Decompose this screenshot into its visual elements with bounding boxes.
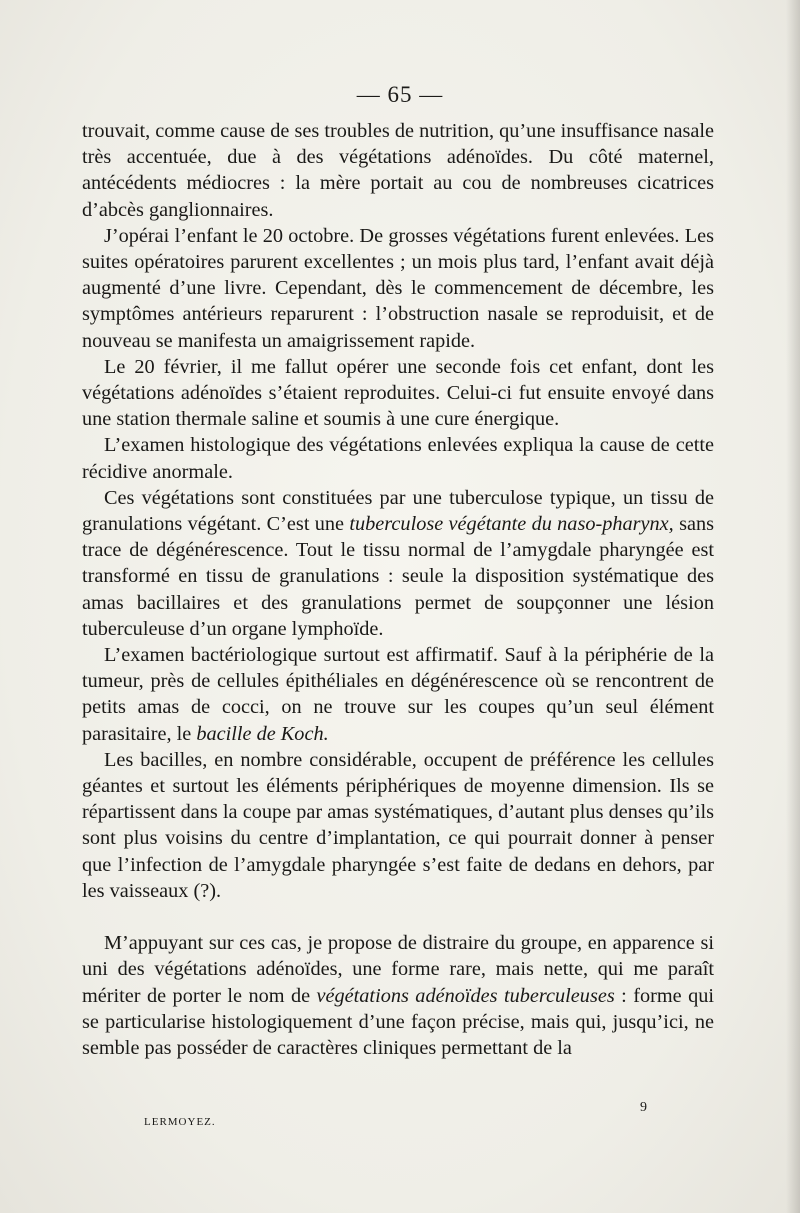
paragraph-3 — [82, 354, 714, 433]
paragraph-8-emphasis: végétations adénoïdes tuberculeuses — [316, 984, 615, 1007]
paragraph-2 — [82, 223, 714, 354]
paragraph-2-text: J’opérai l’enfant le 20 octobre. De grosses végétations furent enlevées. Les suites opératoires parurent excellentes ; un mois plus tard, l’enfant avait déjà augmenté d’une livre. Cependant, dès le commencement de décembre, les symptômes antérieurs reparurent : l’obstruction nasale se reproduisit, et de nouveau se manifesta un amaigrissement rapide. — [82, 224, 714, 352]
paragraph-8-text-start: M’appuyant sur ces cas, je propose de distraire du groupe, en apparence si uni des végétations adénoïdes, une forme rare, mais nette, qui me paraît mériter de porter le nom de — [82, 932, 714, 1007]
paragraph-8-text-end: : forme qui se particularise histologiquement d’une façon précise, mais qui, jusqu’ici, ne semble pas posséder de caractères cliniques permettant de la — [82, 984, 714, 1059]
paragraph-6 — [82, 642, 714, 747]
page-number: — 65 — — [356, 82, 444, 107]
paragraph-6-text-start: L’examen bactériologique surtout est affirmatif. Sauf à la périphérie de la tumeur, près de cellules épithéliales en dégénérescence où se rencontrent de petits amas de cocci, on ne trouve sur les coupes qu’un seul élément parasitaire, le — [82, 644, 714, 745]
paragraph-1-text: trouvait, comme cause de ses troubles de nutrition, qu’une insuffisance nasale très accentuée, due à des végétations adénoïdes. Du côté maternel, antécédents médiocres : la mère portait au cou de nombreuses cicatrices d’abcès ganglionnaires. — [82, 120, 714, 221]
paragraph-5 — [82, 485, 714, 642]
paragraph-8 — [82, 930, 714, 1061]
paragraph-4 — [82, 432, 714, 484]
paragraph-6-emphasis: bacille de Koch. — [196, 722, 329, 745]
paragraph-7-text: Les bacilles, en nombre considérable, occupent de préférence les cellules géantes et surtout les éléments périphériques de moyenne dimension. Ils se répartissent dans la coupe par amas systématiques, d’autant plus denses qu’ils sont plus voisins du centre d’implantation, ce qui pourrait donner à penser que l’infection de l’amygdale pharyngée s’est faite de dedans en dehors, par les vaisseaux (?). — [82, 748, 714, 902]
footer-signature: LERMOYEZ. — [144, 1116, 216, 1128]
page-edge-shadow — [786, 0, 800, 1213]
paragraph-5-text-start: Ces végétations sont constituées par une tuberculose typique, un tissu de granulations végétant. C’est une — [82, 486, 714, 536]
paragraph-7 — [82, 747, 714, 904]
footer-sheet-number: 9 — [640, 1100, 647, 1115]
paragraph-5-emphasis: tuberculose végétante du naso-pharynx, — [349, 513, 674, 536]
body-text — [82, 118, 714, 1061]
paragraph-3-text: Le 20 février, il me fallut opérer une seconde fois cet enfant, dont les végétations adénoïdes s’étaient reproduites. Celui-ci fut ensuite envoyé dans une station thermale saline et soumis à une cure énergique. — [82, 355, 714, 431]
paragraph-4-text: L’examen histologique des végétations enlevées expliqua la cause de cette récidive anormale. — [82, 434, 714, 483]
paragraph-1 — [82, 118, 714, 223]
paragraph-5-text-end: sans trace de dégénérescence. Tout le tissu normal de l’amygdale pharyngée est transformé en tissu de granulations : seule la disposition systématique des amas bacillaires et des granulations permet de soupçonner une lésion tuberculeuse d’un organe lymphoïde. — [82, 513, 715, 640]
